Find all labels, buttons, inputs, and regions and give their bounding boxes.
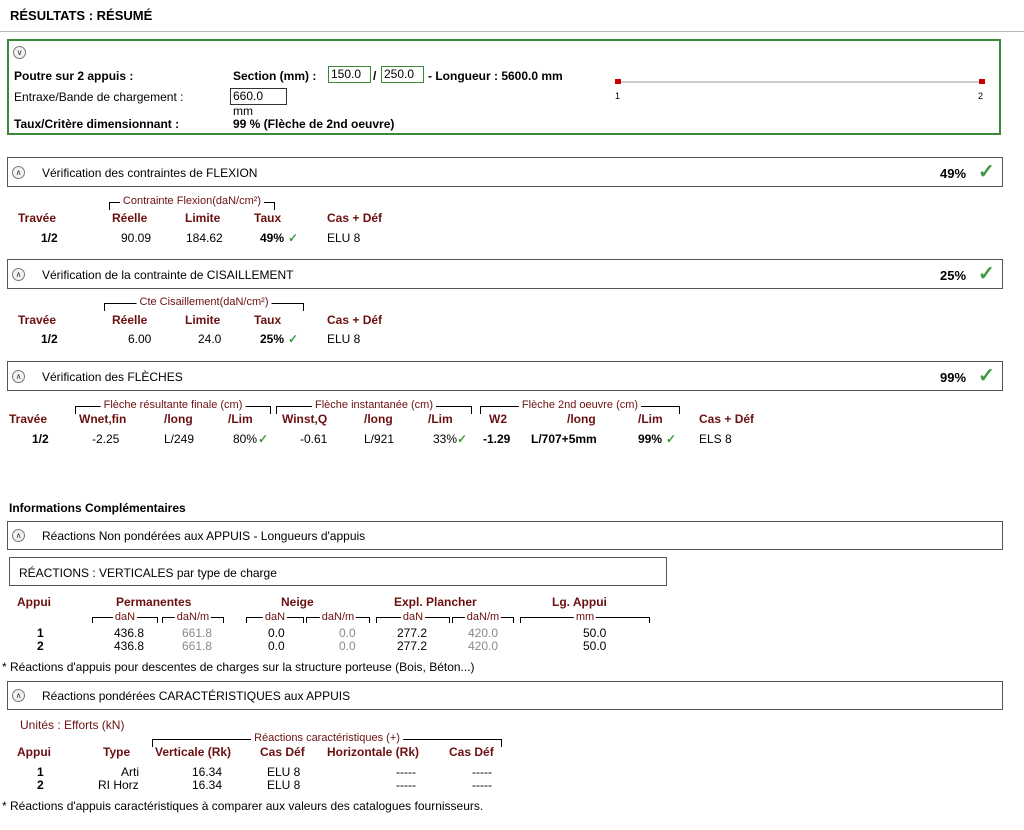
flexion-header-label: Vérification des contraintes de FLEXION xyxy=(42,166,258,180)
expand-flexion-icon[interactable]: ∧ xyxy=(12,166,25,179)
section-height-field[interactable]: 250.0 xyxy=(381,66,424,83)
beam-label: Poutre sur 2 appuis : xyxy=(14,69,134,83)
carac-col-casdef1: Cas Déf xyxy=(260,745,305,759)
cisaillement-header-label: Vérification de la contrainte de CISAILLEMENT xyxy=(42,268,294,282)
expand-fleches-icon[interactable]: ∧ xyxy=(12,370,25,383)
cisaillement-row-check-icon: ✓ xyxy=(288,332,299,346)
unit-neige-dan: daN xyxy=(246,617,304,623)
react-row1-expl-m: 420.0 xyxy=(468,626,499,640)
react-row1-expl: 277.2 xyxy=(397,626,428,640)
entraxe-field[interactable]: 660.0 mm xyxy=(230,88,287,105)
cisaillement-limite: 24.0 xyxy=(198,332,222,346)
taux-label: Taux/Critère dimensionnant : xyxy=(14,117,180,131)
flexion-limite: 184.62 xyxy=(186,231,223,245)
carac-row2-type: RI Horz xyxy=(98,778,139,792)
flexion-group: Contrainte Flexion(daN/cm²) xyxy=(109,202,275,210)
fleches-wnet: -2.25 xyxy=(92,432,120,446)
flexion-reelle: 90.09 xyxy=(121,231,152,245)
cisaillement-col-reelle: Réelle xyxy=(112,313,148,327)
cisaillement-pct: 25% xyxy=(940,268,967,283)
section-separator: / xyxy=(373,69,377,83)
react-col-neige: Neige xyxy=(281,595,314,609)
carac-row1-casdef: ELU 8 xyxy=(267,765,301,779)
fleches-col-long2: /long xyxy=(364,412,393,426)
react-row2-expl-m: 420.0 xyxy=(468,639,499,653)
note-catalogues: * Réactions d'appuis caractéristiques à comparer aux valeurs des catalogues fournisseurs. xyxy=(2,799,484,813)
flexion-col-limite: Limite xyxy=(185,211,221,225)
support-1-icon xyxy=(615,79,621,84)
flexion-travee: 1/2 xyxy=(41,231,58,245)
expand-reactions-icon[interactable]: ∧ xyxy=(12,529,25,542)
fleches-header-label: Vérification des FLÈCHES xyxy=(42,370,183,384)
carac-group: Réactions caractéristiques (+) xyxy=(152,739,502,747)
expand-cisaillement-icon[interactable]: ∧ xyxy=(12,268,25,281)
unit-perm-danm: daN/m xyxy=(162,617,224,623)
flexion-col-travee: Travée xyxy=(18,211,57,225)
fleches-pct: 99% xyxy=(940,370,967,385)
collapse-summary-icon[interactable]: ∨ xyxy=(13,46,26,59)
cisaillement-col-taux: Taux xyxy=(254,313,282,327)
entraxe-label: Entraxe/Bande de chargement : xyxy=(14,90,184,104)
carac-col-appui: Appui xyxy=(17,745,51,759)
support-2-icon xyxy=(979,79,985,84)
fleches-lim2-check-icon: ✓ xyxy=(457,432,468,446)
react-col-appui: Appui xyxy=(17,595,51,609)
carac-row1-casdef2: ----- xyxy=(472,765,492,779)
fleche-finale-group: Flèche résultante finale (cm) xyxy=(75,406,271,414)
cisaillement-reelle: 6.00 xyxy=(128,332,152,346)
info-title: Informations Complémentaires xyxy=(9,501,186,515)
fleches-col-lim2: /Lim xyxy=(428,412,453,426)
fleches-lim3: 99% xyxy=(638,432,663,446)
fleche-2nd-oeuvre-group: Flèche 2nd oeuvre (cm) xyxy=(480,406,680,414)
react-row1-neige-m: 0.0 xyxy=(339,626,356,640)
expand-carac-icon[interactable]: ∧ xyxy=(12,689,25,702)
react-row2-lg: 50.0 xyxy=(583,639,607,653)
carac-col-verticale: Verticale (Rk) xyxy=(155,745,232,759)
fleches-col-lim1: /Lim xyxy=(228,412,253,426)
carac-row2-appui: 2 xyxy=(37,778,44,792)
fleches-lim1-check-icon: ✓ xyxy=(258,432,269,446)
cisaillement-travee: 1/2 xyxy=(41,332,58,346)
fleches-col-lim3: /Lim xyxy=(638,412,663,426)
react-col-expl: Expl. Plancher xyxy=(394,595,477,609)
react-row2-appui: 2 xyxy=(37,639,44,653)
cisaillement-col-limite: Limite xyxy=(185,313,221,327)
carac-header-label: Réactions pondérées CARACTÉRISTIQUES aux APPUIS xyxy=(42,689,351,703)
react-col-permanentes: Permanentes xyxy=(116,595,192,609)
cisaillement-col-cas: Cas + Déf xyxy=(327,313,383,327)
units-label: Unités : Efforts (kN) xyxy=(20,718,125,732)
react-row1-neige: 0.0 xyxy=(268,626,285,640)
fleches-col-winst: Winst,Q xyxy=(282,412,328,426)
carac-col-type: Type xyxy=(103,745,131,759)
note-descentes: * Réactions d'appuis pour descentes de charges sur la structure porteuse (Bois, Béton...) xyxy=(2,660,475,674)
flexion-pct: 49% xyxy=(940,166,967,181)
react-row1-perm-m: 661.8 xyxy=(182,626,213,640)
title-divider xyxy=(0,31,1024,32)
flexion-col-reelle: Réelle xyxy=(112,211,148,225)
unit-neige-danm: daN/m xyxy=(306,617,370,623)
react-row2-perm: 436.8 xyxy=(114,639,145,653)
fleches-col-travee: Travée xyxy=(9,412,48,426)
support-1-label: 1 xyxy=(615,91,621,101)
carac-row1-vert: 16.34 xyxy=(192,765,223,779)
carac-row2-vert: 16.34 xyxy=(192,778,223,792)
react-row2-neige-m: 0.0 xyxy=(339,639,356,653)
fleches-col-cas: Cas + Déf xyxy=(699,412,755,426)
react-row1-perm: 436.8 xyxy=(114,626,145,640)
fleches-lim3-check-icon: ✓ xyxy=(666,432,677,446)
react-row2-perm-m: 661.8 xyxy=(182,639,213,653)
carac-row2-casdef2: ----- xyxy=(472,778,492,792)
fleches-col-w2: W2 xyxy=(489,412,507,426)
fleches-w2: -1.29 xyxy=(483,432,511,446)
fleche-instantanee-group: Flèche instantanée (cm) xyxy=(276,406,472,414)
fleches-winst: -0.61 xyxy=(300,432,328,446)
cisaillement-cas: ELU 8 xyxy=(327,332,361,346)
fleches-lim1: 80% xyxy=(233,432,258,446)
fleches-col-long3: /long xyxy=(567,412,596,426)
fleches-lim2: 33% xyxy=(433,432,458,446)
carac-col-horizontale: Horizontale (Rk) xyxy=(327,745,420,759)
unit-lg-mm: mm xyxy=(520,617,650,623)
unit-expl-dan: daN xyxy=(376,617,450,623)
fleches-long3: L/707+5mm xyxy=(531,432,597,446)
carac-col-casdef2: Cas Déf xyxy=(449,745,494,759)
react-row1-appui: 1 xyxy=(37,626,44,640)
length-label: - Longueur : 5600.0 mm xyxy=(428,69,563,83)
unit-perm-dan: daN xyxy=(92,617,158,623)
cisaillement-check-icon: ✓ xyxy=(978,263,995,285)
reactions-header-label: Réactions Non pondérées aux APPUIS - Longueurs d'appuis xyxy=(42,529,366,543)
carac-row1-appui: 1 xyxy=(37,765,44,779)
fleches-travee: 1/2 xyxy=(32,432,49,446)
fleches-col-long1: /long xyxy=(164,412,193,426)
fleches-col-wnet: Wnet,fin xyxy=(79,412,127,426)
cisaillement-taux: 25% xyxy=(260,332,285,346)
carac-row2-horiz: ----- xyxy=(396,778,416,792)
verticales-header-label: RÉACTIONS : VERTICALES par type de charge xyxy=(19,566,277,580)
cisaillement-group: Cte Cisaillement(daN/cm²) xyxy=(104,303,304,311)
unit-expl-danm: daN/m xyxy=(452,617,514,623)
fleches-long2: L/921 xyxy=(364,432,395,446)
section-label: Section (mm) : xyxy=(233,69,317,83)
support-2-label: 2 xyxy=(978,91,984,101)
fleches-check-icon: ✓ xyxy=(978,365,995,387)
react-row2-neige: 0.0 xyxy=(268,639,285,653)
flexion-col-taux: Taux xyxy=(254,211,282,225)
cisaillement-col-travee: Travée xyxy=(18,313,57,327)
flexion-row-check-icon: ✓ xyxy=(288,231,299,245)
section-width-field[interactable]: 150.0 xyxy=(328,66,371,83)
flexion-cas: ELU 8 xyxy=(327,231,361,245)
fleches-long1: L/249 xyxy=(164,432,195,446)
carac-row2-casdef: ELU 8 xyxy=(267,778,301,792)
react-row1-lg: 50.0 xyxy=(583,626,607,640)
taux-value: 99 % (Flèche de 2nd oeuvre) xyxy=(233,117,395,131)
flexion-check-icon: ✓ xyxy=(978,161,995,183)
beam-diagram xyxy=(610,74,990,104)
page-title: RÉSULTATS : RÉSUMÉ xyxy=(10,8,153,23)
carac-row1-type: Arti xyxy=(121,765,139,779)
flexion-taux: 49% xyxy=(260,231,285,245)
react-row2-expl: 277.2 xyxy=(397,639,428,653)
react-col-lg-appui: Lg. Appui xyxy=(552,595,607,609)
fleches-cas: ELS 8 xyxy=(699,432,732,446)
flexion-col-cas: Cas + Déf xyxy=(327,211,383,225)
carac-row1-horiz: ----- xyxy=(396,765,416,779)
